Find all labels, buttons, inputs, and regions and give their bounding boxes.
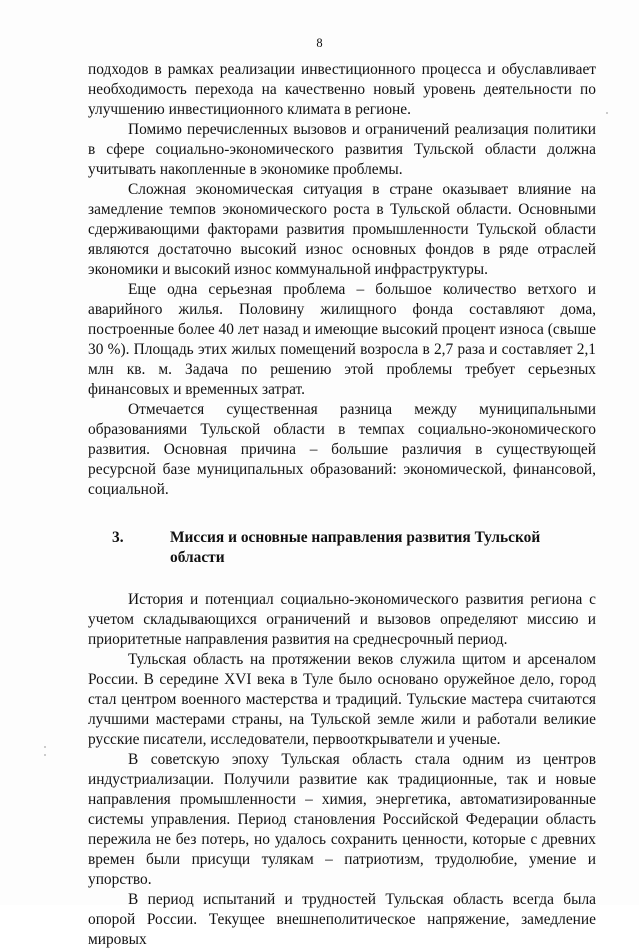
scan-speck [606,112,608,114]
section-number: 3. [112,529,124,546]
document-body [88,60,596,950]
paragraphs-after-section [88,590,596,950]
section-title: Миссия и основные направления развития Тульской области [170,529,541,566]
paragraphs-before-section [88,60,596,500]
page-number: 8 [316,36,323,50]
paragraph: Отмечается существенная разница между муниципальными образованиями Тульской области в темпах социально-экономического развития. Основная причина – большие различия в существующей ресурсной базе муниципальных образований: экономической, финансовой, социальной. [88,401,596,498]
scan-speck [44,746,46,748]
paragraph: В период испытаний и трудностей Тульская область всегда была опорой России. Текущее внешнеполитическое напряжение, замедление мировых [88,891,596,948]
paragraph: подходов в рамках реализации инвестиционного процесса и обуславливает необходимость перехода на качественно новый уровень деятельности по улучшению инвестиционного климата в регионе. [88,61,596,118]
paragraph: В советскую эпоху Тульская область стала одним из центров индустриализации. Получили развитие как традиционные, так и новые направления промышленности – химия, энергетика, автоматизированные системы управления. Период становления Российской Федерации область пережила не без потерь, но удалось сохранить ценности, которые с древних времен были присущи тулякам – патриотизм, трудолюбие, умение и упорство. [88,751,596,888]
paragraph: История и потенциал социально-экономического развития региона с учетом складывающихся ограничений и вызовов определяют миссию и приоритетные направления развития на среднесрочный период. [88,591,596,648]
paragraph: Сложная экономическая ситуация в стране оказывает влияние на замедление темпов экономического роста в Тульской области. Основными сдерживающими факторами развития промышленности Тульской области являются достаточно высокий износ основных фондов в ряде отраслей экономики и высокий износ коммунальной инфраструктуры. [88,181,596,278]
paragraph: Помимо перечисленных вызовов и ограничений реализация политики в сфере социально-экономического развития Тульской области должна учитывать накопленные в экономике проблемы. [88,121,596,178]
scan-speck [44,754,46,756]
paragraph: Тульская область на протяжении веков служила щитом и арсеналом России. В середине XVI века в Туле было основано оружейное дело, город стал центром военного мастерства и традиций. Тульские мастера считаются лучшими мастерами страны, на Тульской земле жили и работали великие русские писатели, исследователи, первооткрыватели и ученые. [88,651,596,748]
section-heading [88,528,596,568]
paragraph: Еще одна серьезная проблема – большое количество ветхого и аварийного жилья. Половину жилищного фонда составляют дома, построенные более 40 лет назад и имеющие высокий процент износа (свыше 30 %). Площадь этих жилых помещений возросла в 2,7 раза и составляет 2,1 млн кв. м. Задача по решению этой проблемы требует серьезных финансовых и временных затрат. [88,281,596,398]
